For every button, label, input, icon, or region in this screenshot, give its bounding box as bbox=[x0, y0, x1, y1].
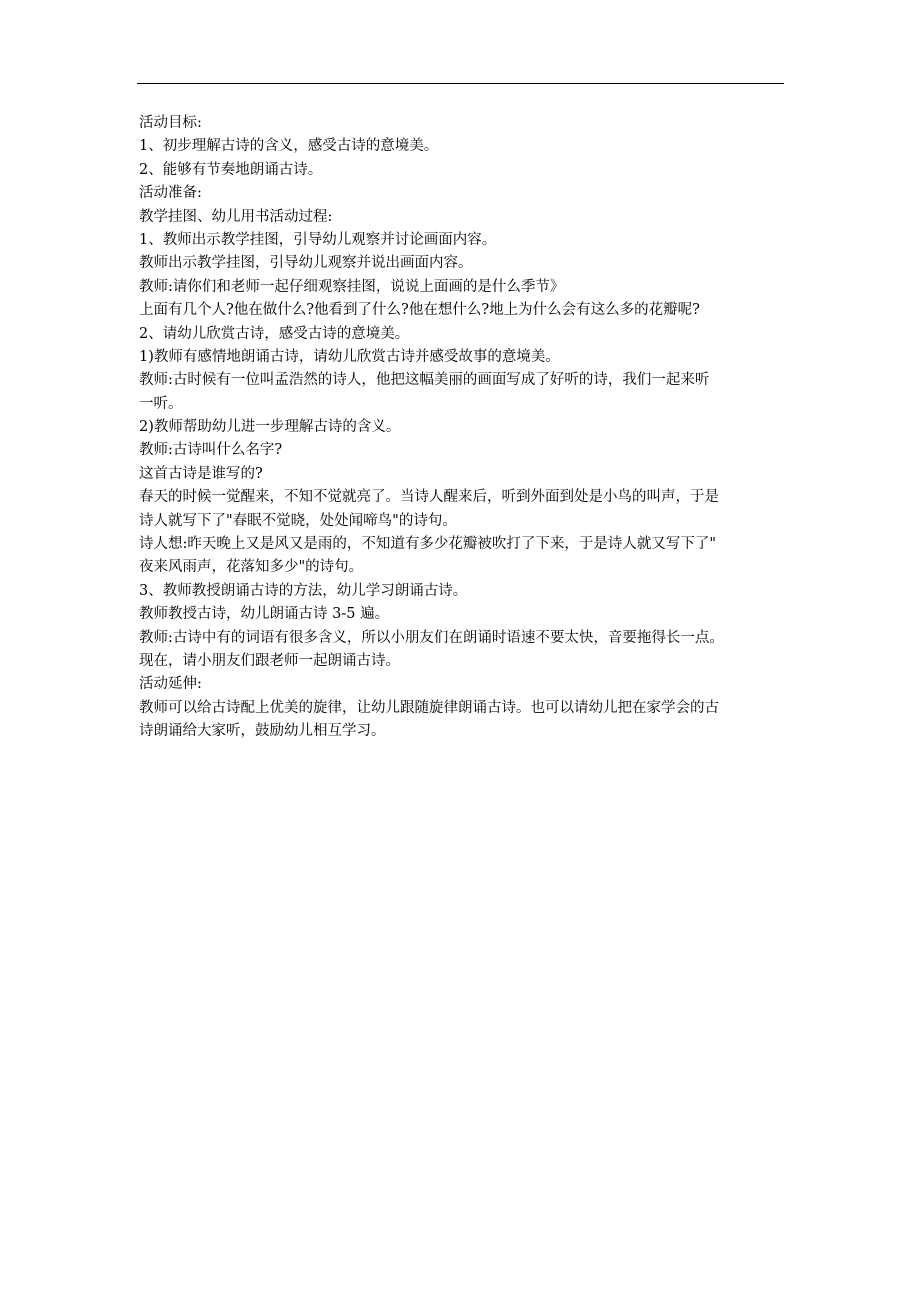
section-heading-extension: 活动延伸: bbox=[139, 676, 202, 693]
body-line: 1)教师有感情地朗诵古诗，请幼儿欣赏古诗并感受故事的意境美。 bbox=[139, 348, 560, 365]
body-line: 这首古诗是谁写的? bbox=[139, 465, 263, 482]
process-step: 3、教师教授朗诵古诗的方法，幼儿学习朗诵古诗。 bbox=[139, 582, 468, 599]
section-heading-goals: 活动目标: bbox=[139, 115, 202, 131]
body-line: 现在，请小朋友们跟老师一起朗诵古诗。 bbox=[139, 652, 400, 669]
preparation-text: 教学挂图、幼儿用书活动过程: bbox=[139, 208, 333, 225]
document-body bbox=[139, 112, 799, 744]
process-step: 1、教师出示教学挂图，引导幼儿观察并讨论画面内容。 bbox=[139, 231, 497, 248]
header-rule bbox=[137, 83, 784, 84]
body-line: 教师:古时候有一位叫孟浩然的诗人，他把这幅美丽的画面写成了好听的诗，我们一起来听 bbox=[139, 372, 710, 389]
goal-item: 2、能够有节奏地朗诵古诗。 bbox=[139, 161, 323, 178]
body-line: 春天的时候一觉醒来，不知不觉就亮了。当诗人醒来后，听到外面到处是小鸟的叫声，于是 bbox=[139, 489, 719, 506]
process-step: 2、请幼儿欣赏古诗，感受古诗的意境美。 bbox=[139, 325, 410, 342]
body-line: 一听。 bbox=[139, 395, 183, 412]
section-heading-preparation: 活动准备: bbox=[139, 185, 202, 202]
body-line: 诗朗诵给大家听，鼓励幼儿相互学习。 bbox=[139, 723, 386, 740]
body-line: 2)教师帮助幼儿进一步理解古诗的含义。 bbox=[139, 419, 401, 436]
body-line: 夜来风雨声，花落知多少"的诗句。 bbox=[139, 559, 364, 576]
body-line: 上面有几个人?他在做什么?他看到了什么?他在想什么?地上为什么会有这么多的花瓣呢? bbox=[139, 302, 700, 319]
body-line: 教师可以给古诗配上优美的旋律，让幼儿跟随旋律朗诵古诗。也可以请幼儿把在家学会的古 bbox=[139, 699, 719, 716]
body-line: 教师:古诗中有的词语有很多含义，所以小朋友们在朗诵时语速不要太快，音要拖得长一点。 bbox=[139, 629, 724, 646]
body-line: 教师教授古诗，幼儿朗诵古诗 3-5 遍。 bbox=[139, 606, 390, 623]
body-line: 诗人就写下了"春眠不觉晓，处处闻啼鸟"的诗句。 bbox=[139, 512, 457, 529]
body-line: 教师出示教学挂图，引导幼儿观察并说出画面内容。 bbox=[139, 255, 473, 272]
body-line: 教师:古诗叫什么名字? bbox=[139, 442, 283, 459]
body-line: 诗人想:昨天晚上又是风又是雨的，不知道有多少花瓣被吹打了下来，于是诗人就又写下了" bbox=[139, 536, 717, 553]
goal-item: 1、初步理解古诗的含义，感受古诗的意境美。 bbox=[139, 138, 439, 155]
body-line: 教师:请你们和老师一起仔细观察挂图，说说上面画的是什么季节》 bbox=[139, 278, 565, 295]
